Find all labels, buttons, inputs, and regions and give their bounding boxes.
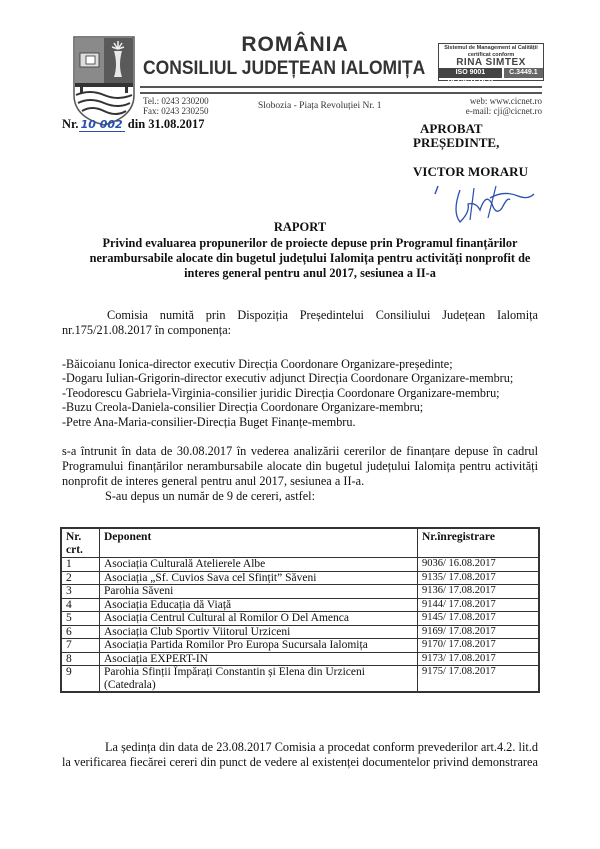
- table-header-row: [61, 528, 539, 558]
- county-coat-of-arms-icon: [72, 35, 136, 127]
- member-item: -Buzu Creola-Daniela-consilier Direcția Coordonare Organizare-membru;: [62, 400, 424, 415]
- member-item: -Dogaru Iulian-Grigorin-director executiv adjunct Direcția Coordonare Organizare-membru;: [62, 371, 514, 386]
- cell-nr: 9: [61, 666, 100, 693]
- cell-nr: 1: [61, 558, 100, 572]
- cell-deponent: Asociația EXPERT-IN: [100, 652, 418, 666]
- cell-nr: 8: [61, 652, 100, 666]
- cert-conform-text: certificat conform: [467, 52, 515, 58]
- cell-nr: 7: [61, 639, 100, 653]
- cell-nr: 2: [61, 571, 100, 585]
- cell-deponent: Asociația Centrul Cultural al Romilor O Del Amenca: [100, 612, 418, 626]
- cell-nr: 3: [61, 585, 100, 599]
- requests-table: [60, 527, 540, 693]
- cell-nr: 6: [61, 625, 100, 639]
- website-link[interactable]: web: www.cicnet.ro: [469, 96, 542, 106]
- member-item: -Teodorescu Gabriela-Virginia-consilier juridic Direcția Coordonare Organizare-membru;: [62, 385, 500, 400]
- registration-date: din 31.08.2017: [127, 117, 205, 131]
- phone-number: Tel.: 0243 230200: [143, 96, 209, 106]
- country-title: ROMÂNIA: [241, 33, 349, 56]
- registration-number: [62, 117, 205, 132]
- phone-block: [143, 96, 209, 116]
- institution-title: CONSILIUL JUDEȚEAN IALOMIȚA: [143, 58, 426, 79]
- quality-certification-badge: [438, 43, 544, 86]
- report-subtitle: Privind evaluarea propunerilor de proiecte depuse prin Programul finanțărilor nerambursabile alocate din bugetul județului Ialomița pentru activități nonprofit de interes general pentru anul 2017, sesiunea a II-a: [89, 236, 531, 280]
- cell-deponent: Asociația Culturală Atelierele Albe: [100, 558, 418, 572]
- header-deponent: Deponent: [100, 528, 418, 558]
- header-divider-top: [140, 86, 542, 88]
- cell-deponent: Asociația Club Sportiv Viitorul Urziceni: [100, 625, 418, 639]
- approval-label: APROBAT: [420, 121, 483, 136]
- cell-registration: 9169/ 17.08.2017: [418, 625, 540, 639]
- cell-registration: 9175/ 17.08.2017: [418, 666, 540, 693]
- registration-prefix: Nr.: [62, 117, 79, 131]
- cert-iso-label: ISO 9001 REGISTERED: [439, 68, 502, 78]
- registration-handwritten-number: 10 002: [80, 118, 123, 131]
- table-row: [61, 598, 539, 612]
- approver-name: VICTOR MORARU: [413, 164, 528, 179]
- commission-intro: Comisia numită prin Dispoziția Președintelui Consiliului Județean Ialomița nr.175/21.08.2017 în componența:: [62, 308, 538, 337]
- member-item: -Băicoianu Ionica-director executiv Direcția Coordonare Organizare-președinte;: [62, 357, 453, 371]
- table-row: [61, 666, 539, 693]
- fax-number: Fax: 0243 230250: [143, 106, 209, 116]
- report-title: RAPORT: [273, 220, 327, 234]
- table-row: [61, 639, 539, 653]
- cert-system-text: Sistemul de Management al Calității: [444, 45, 538, 51]
- cell-registration: 9170/ 17.08.2017: [418, 639, 540, 653]
- cell-registration: 9036/ 16.08.2017: [418, 558, 540, 572]
- cell-registration: 9135/ 17.08.2017: [418, 571, 540, 585]
- header-nr-crt: Nr. crt.: [61, 528, 100, 558]
- session-paragraph: La ședința din data de 23.08.2017 Comisia a procedat conform prevederilor art.4.2. lit.d la verificarea fiecărei cereri din punct de vedere al existenței documentelor privind demonstrarea: [62, 740, 538, 769]
- approval-role: PREȘEDINTE,: [413, 135, 500, 150]
- cell-registration: 9136/ 17.08.2017: [418, 585, 540, 599]
- cell-deponent: Asociația Partida Romilor Pro Europa Sucursala Ialomița: [100, 639, 418, 653]
- table-row: [61, 558, 539, 572]
- cell-deponent: Parohia Săveni: [100, 585, 418, 599]
- cell-deponent: Parohia Sfinții Împărați Constantin și Elena din Urziceni (Catedrala): [100, 666, 418, 693]
- member-item: -Petre Ana-Maria-consilier-Direcția Buget Finanțe-membru.: [62, 414, 356, 429]
- cert-brand: RINA SIMTEX: [456, 57, 526, 68]
- cell-nr: 5: [61, 612, 100, 626]
- address: Slobozia - Piața Revoluției Nr. 1: [258, 101, 382, 111]
- cell-deponent: Asociația Educația dă Viață: [100, 598, 418, 612]
- table-row: [61, 652, 539, 666]
- table-row: [61, 585, 539, 599]
- cell-registration: 9145/ 17.08.2017: [418, 612, 540, 626]
- email-link[interactable]: e-mail: cji@cicnet.ro: [465, 106, 542, 116]
- cell-nr: 4: [61, 598, 100, 612]
- cert-code: C.3449.1: [504, 68, 543, 78]
- table-row: [61, 625, 539, 639]
- header-registration: Nr.înregistrare: [418, 528, 540, 558]
- header-divider-bottom: [140, 92, 542, 94]
- commission-members: [62, 357, 552, 429]
- meeting-paragraph: s-a întrunit în data de 30.08.2017 în vederea analizării cererilor de finanțare depuse în cadrul Programului finanțărilor nerambursabile alocate din bugetul județului Ialomița pentru activități nonprofit de interes general pentru anul 2017, sesiunea a II-a.: [62, 444, 538, 488]
- requests-count: S-au depus un număr de 9 de cereri, astfel:: [105, 489, 315, 503]
- table-row: [61, 571, 539, 585]
- cell-registration: 9144/ 17.08.2017: [418, 598, 540, 612]
- online-contact-block: [440, 96, 542, 116]
- table-row: [61, 612, 539, 626]
- cell-registration: 9173/ 17.08.2017: [418, 652, 540, 666]
- cell-deponent: Asociația „Sf. Cuvios Sava cel Sfințit” Săveni: [100, 571, 418, 585]
